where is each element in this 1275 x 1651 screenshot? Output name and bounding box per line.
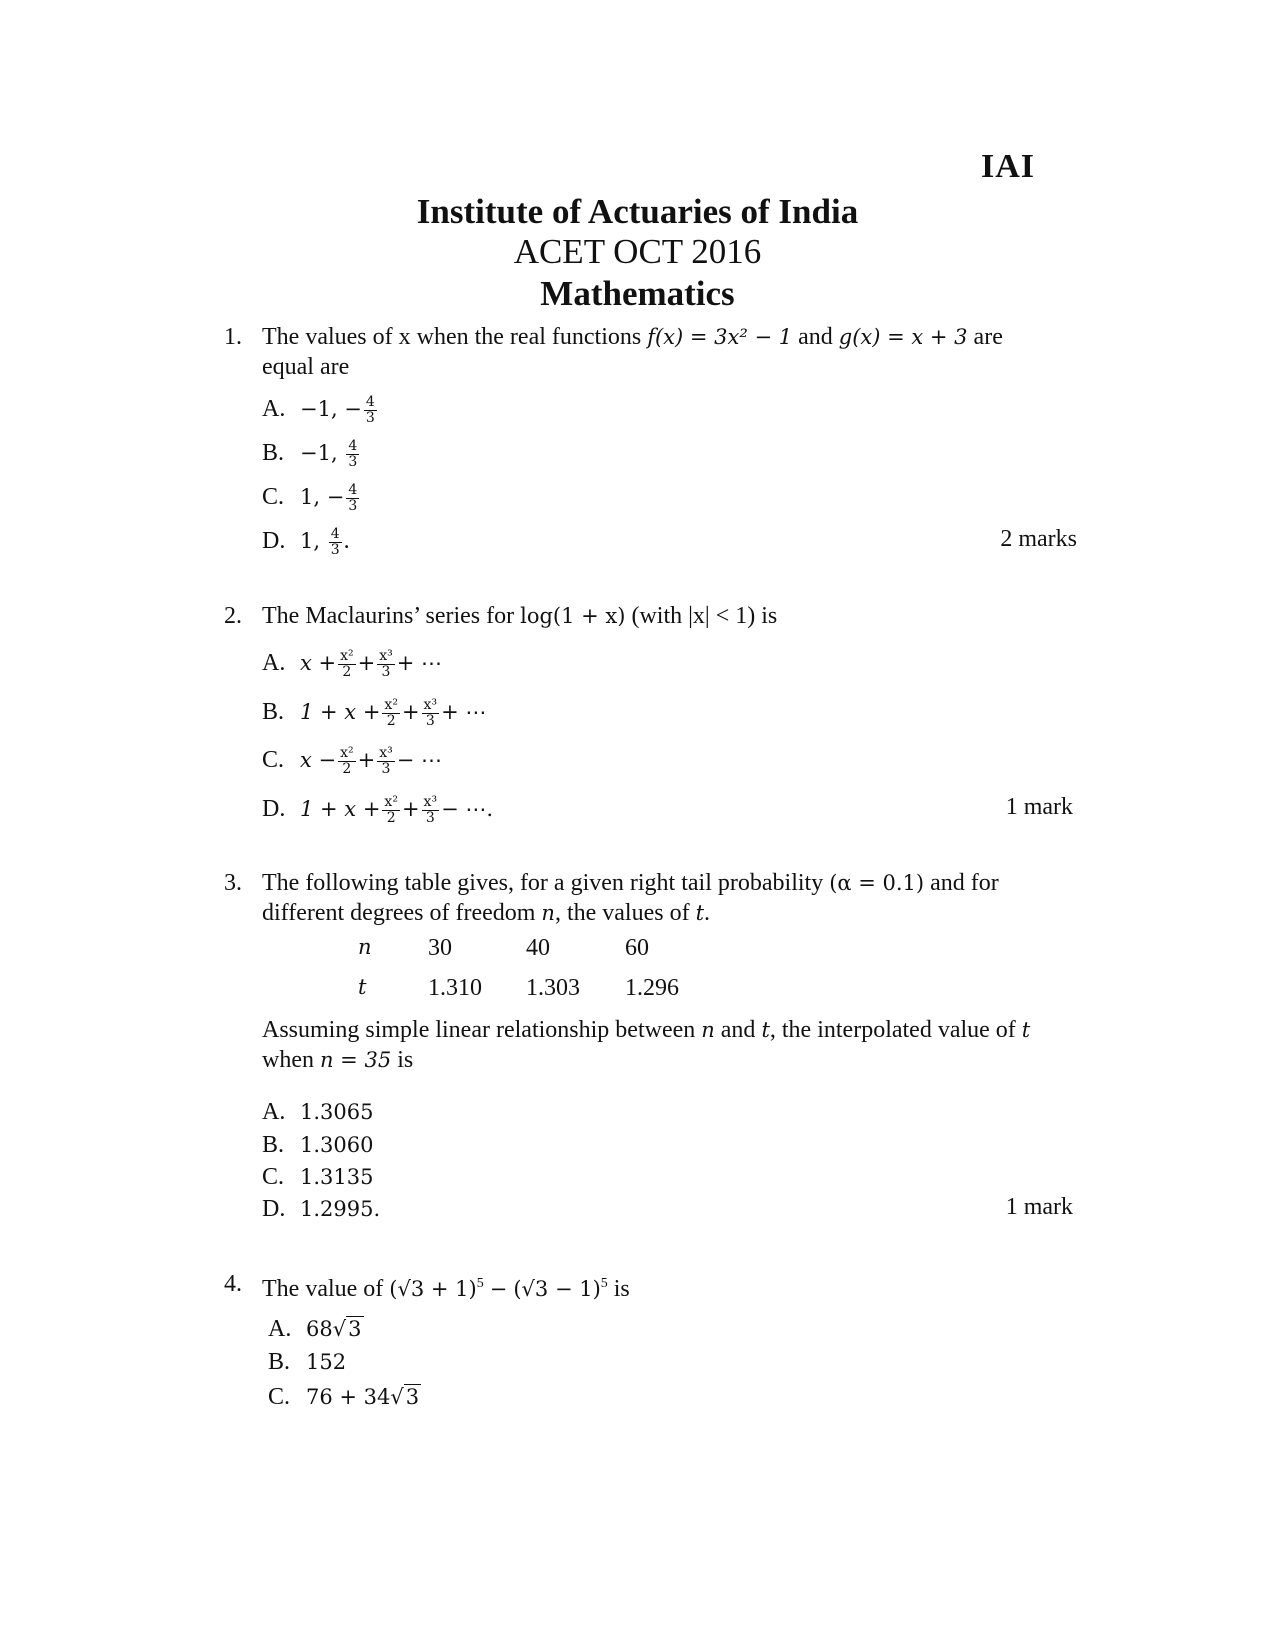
q3-marks: 1 mark — [1005, 1194, 1073, 1220]
question-number: 4. — [224, 1271, 242, 1297]
question-text: The values of x when the real functions f(x) = 3x² − 1 and g(x) = x + 3 are equal are — [262, 324, 1003, 380]
fraction: $\frac{4}{3}$ — [348, 437, 358, 470]
q3-option-c[interactable]: C. 1.3135 — [262, 1164, 374, 1190]
q4-option-a[interactable]: A. 68√3 — [268, 1316, 362, 1342]
q1-marks: 2 marks — [1000, 526, 1077, 552]
q1-option-c[interactable]: C. 1, − $\frac{4}{3}$ — [262, 481, 358, 514]
question-3 — [224, 868, 1078, 928]
function-g: g(x) = x + 3 — [838, 325, 968, 349]
alpha-value: (α = 0.1) — [829, 871, 925, 895]
table-cell: 30 — [428, 935, 452, 961]
table-cell: 1.310 — [428, 975, 482, 1001]
fraction: $\frac{\text{x²}}{2}$ — [384, 793, 398, 826]
fraction: $\frac{4}{3}$ — [348, 481, 358, 514]
institute-title: Institute of Actuaries of India — [416, 192, 859, 231]
question-text: The Maclaurins’ series for log(1 + x) (with |x| < 1) is — [262, 603, 778, 629]
q2-option-a[interactable]: A. x + $\frac{\text{x²}}{2}$ + $\frac{\text{x³}}{3}$ + ⋯ — [262, 647, 443, 680]
table-header-n: n — [358, 935, 372, 959]
function-f: f(x) = 3x² − 1 — [647, 325, 793, 349]
q4-option-c[interactable]: C. 76 + 34√3 — [268, 1384, 420, 1410]
fraction: $\frac{4}{3}$ — [365, 393, 375, 426]
table-cell: 1.303 — [526, 975, 580, 1001]
fraction: $\frac{\text{x³}}{3}$ — [379, 647, 393, 680]
q3-option-a[interactable]: A. 1.3065 — [262, 1099, 374, 1125]
question-2 — [224, 601, 1078, 631]
q1-option-d[interactable]: D. 1, $\frac{4}{3}$ . — [262, 525, 350, 558]
table-header-t: t — [358, 975, 367, 999]
fraction: $\frac{\text{x²}}{2}$ — [384, 696, 398, 729]
question-4 — [224, 1269, 1078, 1304]
radicand: 3 — [348, 1317, 362, 1341]
question-1 — [224, 322, 1078, 382]
q4-option-b[interactable]: B. 152 — [268, 1349, 347, 1375]
fraction: $\frac{\text{x²}}{2}$ — [340, 744, 354, 777]
table-cell: 1.296 — [625, 975, 679, 1001]
fraction: $\frac{\text{x²}}{2}$ — [340, 647, 354, 680]
n-condition: n = 35 — [319, 1048, 392, 1072]
log-expression: log(1 + x) — [520, 604, 626, 628]
question-number: 2. — [224, 603, 242, 629]
question-text: The value of $(√3 + 1)^5 - (√3 - 1)^5$ is — [262, 1276, 630, 1302]
question-number: 3. — [224, 870, 242, 896]
q2-option-c[interactable]: C. x − $\frac{\text{x²}}{2}$ + $\frac{\text{x³}}{3}$ − ⋯ — [262, 744, 443, 777]
q2-marks: 1 mark — [1005, 794, 1073, 820]
q3-option-d[interactable]: D. 1.2995. — [262, 1196, 381, 1222]
radicand: 3 — [405, 1385, 420, 1409]
q1-option-b[interactable]: B. −1, $\frac{4}{3}$ — [262, 437, 358, 470]
question-number: 1. — [224, 324, 242, 350]
fraction: $\frac{4}{3}$ — [330, 525, 340, 558]
exam-title: ACET OCT 2016 — [513, 232, 762, 271]
q3-option-b[interactable]: B. 1.3060 — [262, 1132, 374, 1158]
fraction: $\frac{\text{x³}}{3}$ — [423, 696, 438, 729]
q1-option-a[interactable]: A. −1, − $\frac{4}{3}$ — [262, 393, 375, 426]
q2-option-b[interactable]: B. 1 + x + $\frac{\text{x²}}{2}$ + $\frac{\text{x³}}{3}$ + ⋯ — [262, 696, 487, 729]
question-3-continuation: Assuming simple linear relationship between n and t, the interpolated value of t when n = 35 is — [262, 1017, 1031, 1073]
fraction: $\frac{\text{x³}}{3}$ — [423, 793, 438, 826]
table-cell: 60 — [625, 935, 649, 961]
q2-option-d[interactable]: D. 1 + x + $\frac{\text{x²}}{2}$ + $\frac{\text{x³}}{3}$ − ⋯. — [262, 793, 494, 826]
header-code: IAI — [980, 148, 1035, 185]
subject-title: Mathematics — [540, 274, 735, 313]
fraction: $\frac{\text{x³}}{3}$ — [379, 744, 393, 777]
question-text: The following table gives, for a given right tail probability (α = 0.1) and for different degrees of freedom n, the values of t. — [262, 870, 999, 926]
table-cell: 40 — [526, 935, 550, 961]
